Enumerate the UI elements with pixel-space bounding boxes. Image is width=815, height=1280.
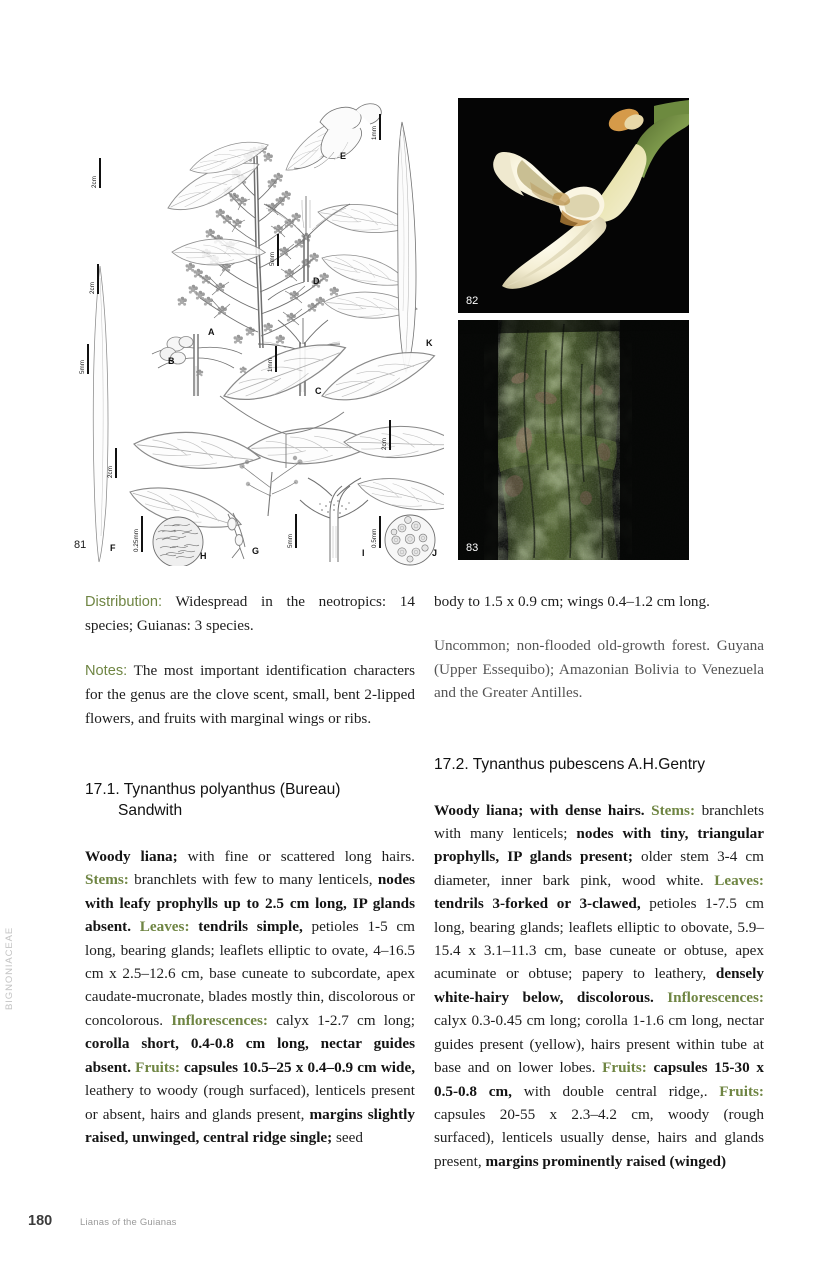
distribution-paragraph (85, 590, 415, 638)
desc-text-1: branchlets with many lenticels; (434, 801, 764, 843)
spacer (85, 751, 415, 779)
figure-block (0, 96, 815, 574)
flower-photo (458, 98, 689, 313)
footer-book-title: Lianas of the Guianas (80, 1217, 177, 1228)
species-description-17-1 (85, 845, 415, 1149)
scale-bar-rule (389, 420, 391, 450)
scale-bar-3: 5mm (80, 344, 89, 374)
plate-letter-f: F (110, 543, 116, 553)
left-text-column (85, 590, 415, 1149)
page-number: 180 (28, 1213, 53, 1229)
botanical-line-drawing (72, 96, 444, 566)
scale-bar-7: 0.5mm (372, 516, 381, 548)
scale-bar-rule (295, 514, 297, 548)
plate-letter-e: E (340, 151, 347, 161)
desc-text-3: petioles 1-7.5 cm long, bearing glands; leaflets elliptic to obovate, 5.9–15.4 x 3.1–11.3 cm, base cuneate or obtuse, apex acuminate or obtuse; papery to leathery, (434, 895, 764, 983)
desc-bold-3: tendrils simple, (189, 918, 303, 936)
desc-bold-1: Woody liana; (85, 848, 178, 866)
plate-letter-i: I (362, 548, 365, 558)
term-fruits-1: Fruits: (602, 1059, 647, 1077)
desc-bold-1: Woody liana; with dense hairs. (434, 801, 645, 819)
term-fruits: Fruits: (135, 1058, 180, 1076)
notes-paragraph (85, 659, 415, 730)
scale-bar-10: 1mm (268, 346, 277, 372)
term-fruits-2: Fruits: (719, 1082, 764, 1100)
section-heading-17-2: 17.2. Tynanthus pubescens A.H.Gentry (434, 755, 706, 773)
right-text-column (434, 590, 764, 1173)
desc-text-7: capsules 20-55 x 2.3–4.2 cm, woody (rough surfaced), lenticels usually dense, hairs and glands present, (434, 1105, 764, 1170)
plate-letter-b: B (168, 356, 175, 366)
scale-bar-5: 0.25mm (134, 516, 143, 552)
plate-letter-k: K (426, 338, 433, 348)
side-running-head: BIGNONIACEAE (4, 926, 15, 1010)
term-stems: Stems: (651, 801, 696, 819)
term-leaves: Leaves: (139, 918, 190, 936)
desc-bold-2: nodes with leafy prophylls up to 2.5 cm long, IP glands absent. (85, 871, 415, 936)
desc-text-8: seed (332, 1128, 364, 1146)
scale-bar-9: 5mm (270, 234, 279, 266)
desc-bold-4: densely white-hairy below, discolorous. (434, 965, 764, 1006)
desc-bold-5: capsules 10.5–25 x 0.4–0.9 cm wide, (179, 1058, 415, 1076)
section-heading-line-2: Sandwith (118, 802, 183, 820)
term-inflorescences: Inflorescences: (667, 988, 764, 1006)
desc-text-4: petioles 1-5 cm long, bearing glands; leaflets elliptic to ovate, 4–16.5 cm x 2.5–12.6 cm, base cuneate to subcordate, apex caudate-mucronate, blades mostly thin, discolorous or concolorous. (85, 918, 415, 1029)
desc-bold-6: margins slightly raised, unwinged, central ridge single; (85, 1105, 415, 1146)
desc-text-7: leathery to woody (rough surfaced), lenticels present or absent, hairs and glands present, (85, 1082, 415, 1123)
scale-bar-rule (115, 448, 117, 478)
distribution-text: Widespread in the neotropics: 14 species; Guianas: 3 species. (85, 593, 415, 635)
plate-letter-g: G (252, 546, 260, 556)
desc-bold-2: nodes with tiny, triangular prophylls, IP glands present; (434, 825, 764, 866)
scale-bar-rule (277, 234, 279, 266)
stem-bark-photo (458, 320, 689, 560)
plate-letter-h: H (200, 551, 207, 561)
notes-label: Notes: (85, 662, 128, 679)
scale-bar-6: 5mm (288, 514, 297, 548)
desc-bold-4: corolla short, 0.4-0.8 cm long, nectar guides absent. (85, 1035, 415, 1076)
term-stems: Stems: (85, 871, 129, 889)
desc-text-5: calyx 0.3-0.45 cm long; corolla 1-1.6 cm long, nectar guides present (yellow), hairs present within tube at base and on lower lobes. (434, 1012, 764, 1077)
scale-bar-8: 1mm (372, 114, 381, 140)
plate-number: 81 (74, 539, 87, 551)
plate-letter-a: A (208, 327, 215, 337)
desc-text-1: with fine or scattered long hairs. (177, 848, 415, 866)
scale-bar-rule (87, 344, 89, 374)
desc-text-6: with double central ridge,. (511, 1082, 720, 1100)
continuation-paragraph: body to 1.5 x 0.9 cm; wings 0.4–1.2 cm long. (434, 593, 710, 610)
notes-text: The most important identification characters for the genus are the clove scent, small, bent 2-lipped flowers, and fruits with marginal wings or ribs. (85, 661, 415, 727)
scale-bar-rule (275, 346, 277, 372)
distribution-label: Distribution: (85, 594, 163, 610)
scale-bar-4: 2cm (108, 448, 117, 478)
desc-text-3 (131, 918, 140, 935)
spacer (434, 726, 764, 754)
term-leaves: Leaves: (714, 871, 764, 889)
photo-number-82: 82 (466, 295, 479, 307)
desc-text-2: older stem 3-4 cm diameter, inner bark pink, wood white. (434, 848, 764, 889)
scale-bar-1: 2cm (92, 158, 101, 188)
scale-bar-rule (141, 516, 143, 552)
scale-bar-rule (99, 158, 101, 188)
species-description-17-2 (434, 799, 764, 1174)
scale-bar-11: 2cm (382, 420, 391, 450)
plate-letter-j: J (432, 548, 438, 558)
desc-bold-6: margins prominently raised (winged) (485, 1152, 727, 1170)
scale-bar-2: 2cm (90, 264, 99, 294)
desc-text-2: branchlets with few to many lenticels, (128, 871, 378, 889)
photo-number-83: 83 (466, 542, 479, 554)
scale-bar-rule (379, 114, 381, 140)
habitat-paragraph: Uncommon; non-flooded old-growth forest. Guyana (Upper Essequibo); Amazonian Bolivia to Venezuela and the Greater Antilles. (434, 637, 764, 702)
page-footer (0, 1213, 815, 1237)
scale-bar-rule (379, 516, 381, 548)
section-heading-17-1 (85, 779, 415, 821)
desc-text-5: calyx 1-2.7 cm long; (267, 1011, 415, 1029)
desc-bold-3: tendrils 3-forked or 3-clawed, (434, 895, 641, 913)
term-inflorescences: Inflorescences: (171, 1011, 268, 1029)
plate-letter-c: C (315, 386, 322, 396)
desc-text-4 (654, 989, 667, 1006)
scale-bar-rule (97, 264, 99, 294)
desc-bold-5: capsules 15-30 x 0.5-0.8 cm, (434, 1059, 764, 1100)
plate-letter-d: D (313, 276, 320, 286)
section-heading-line-1: 17.1. Tynanthus polyanthus (Bureau) (85, 781, 341, 799)
